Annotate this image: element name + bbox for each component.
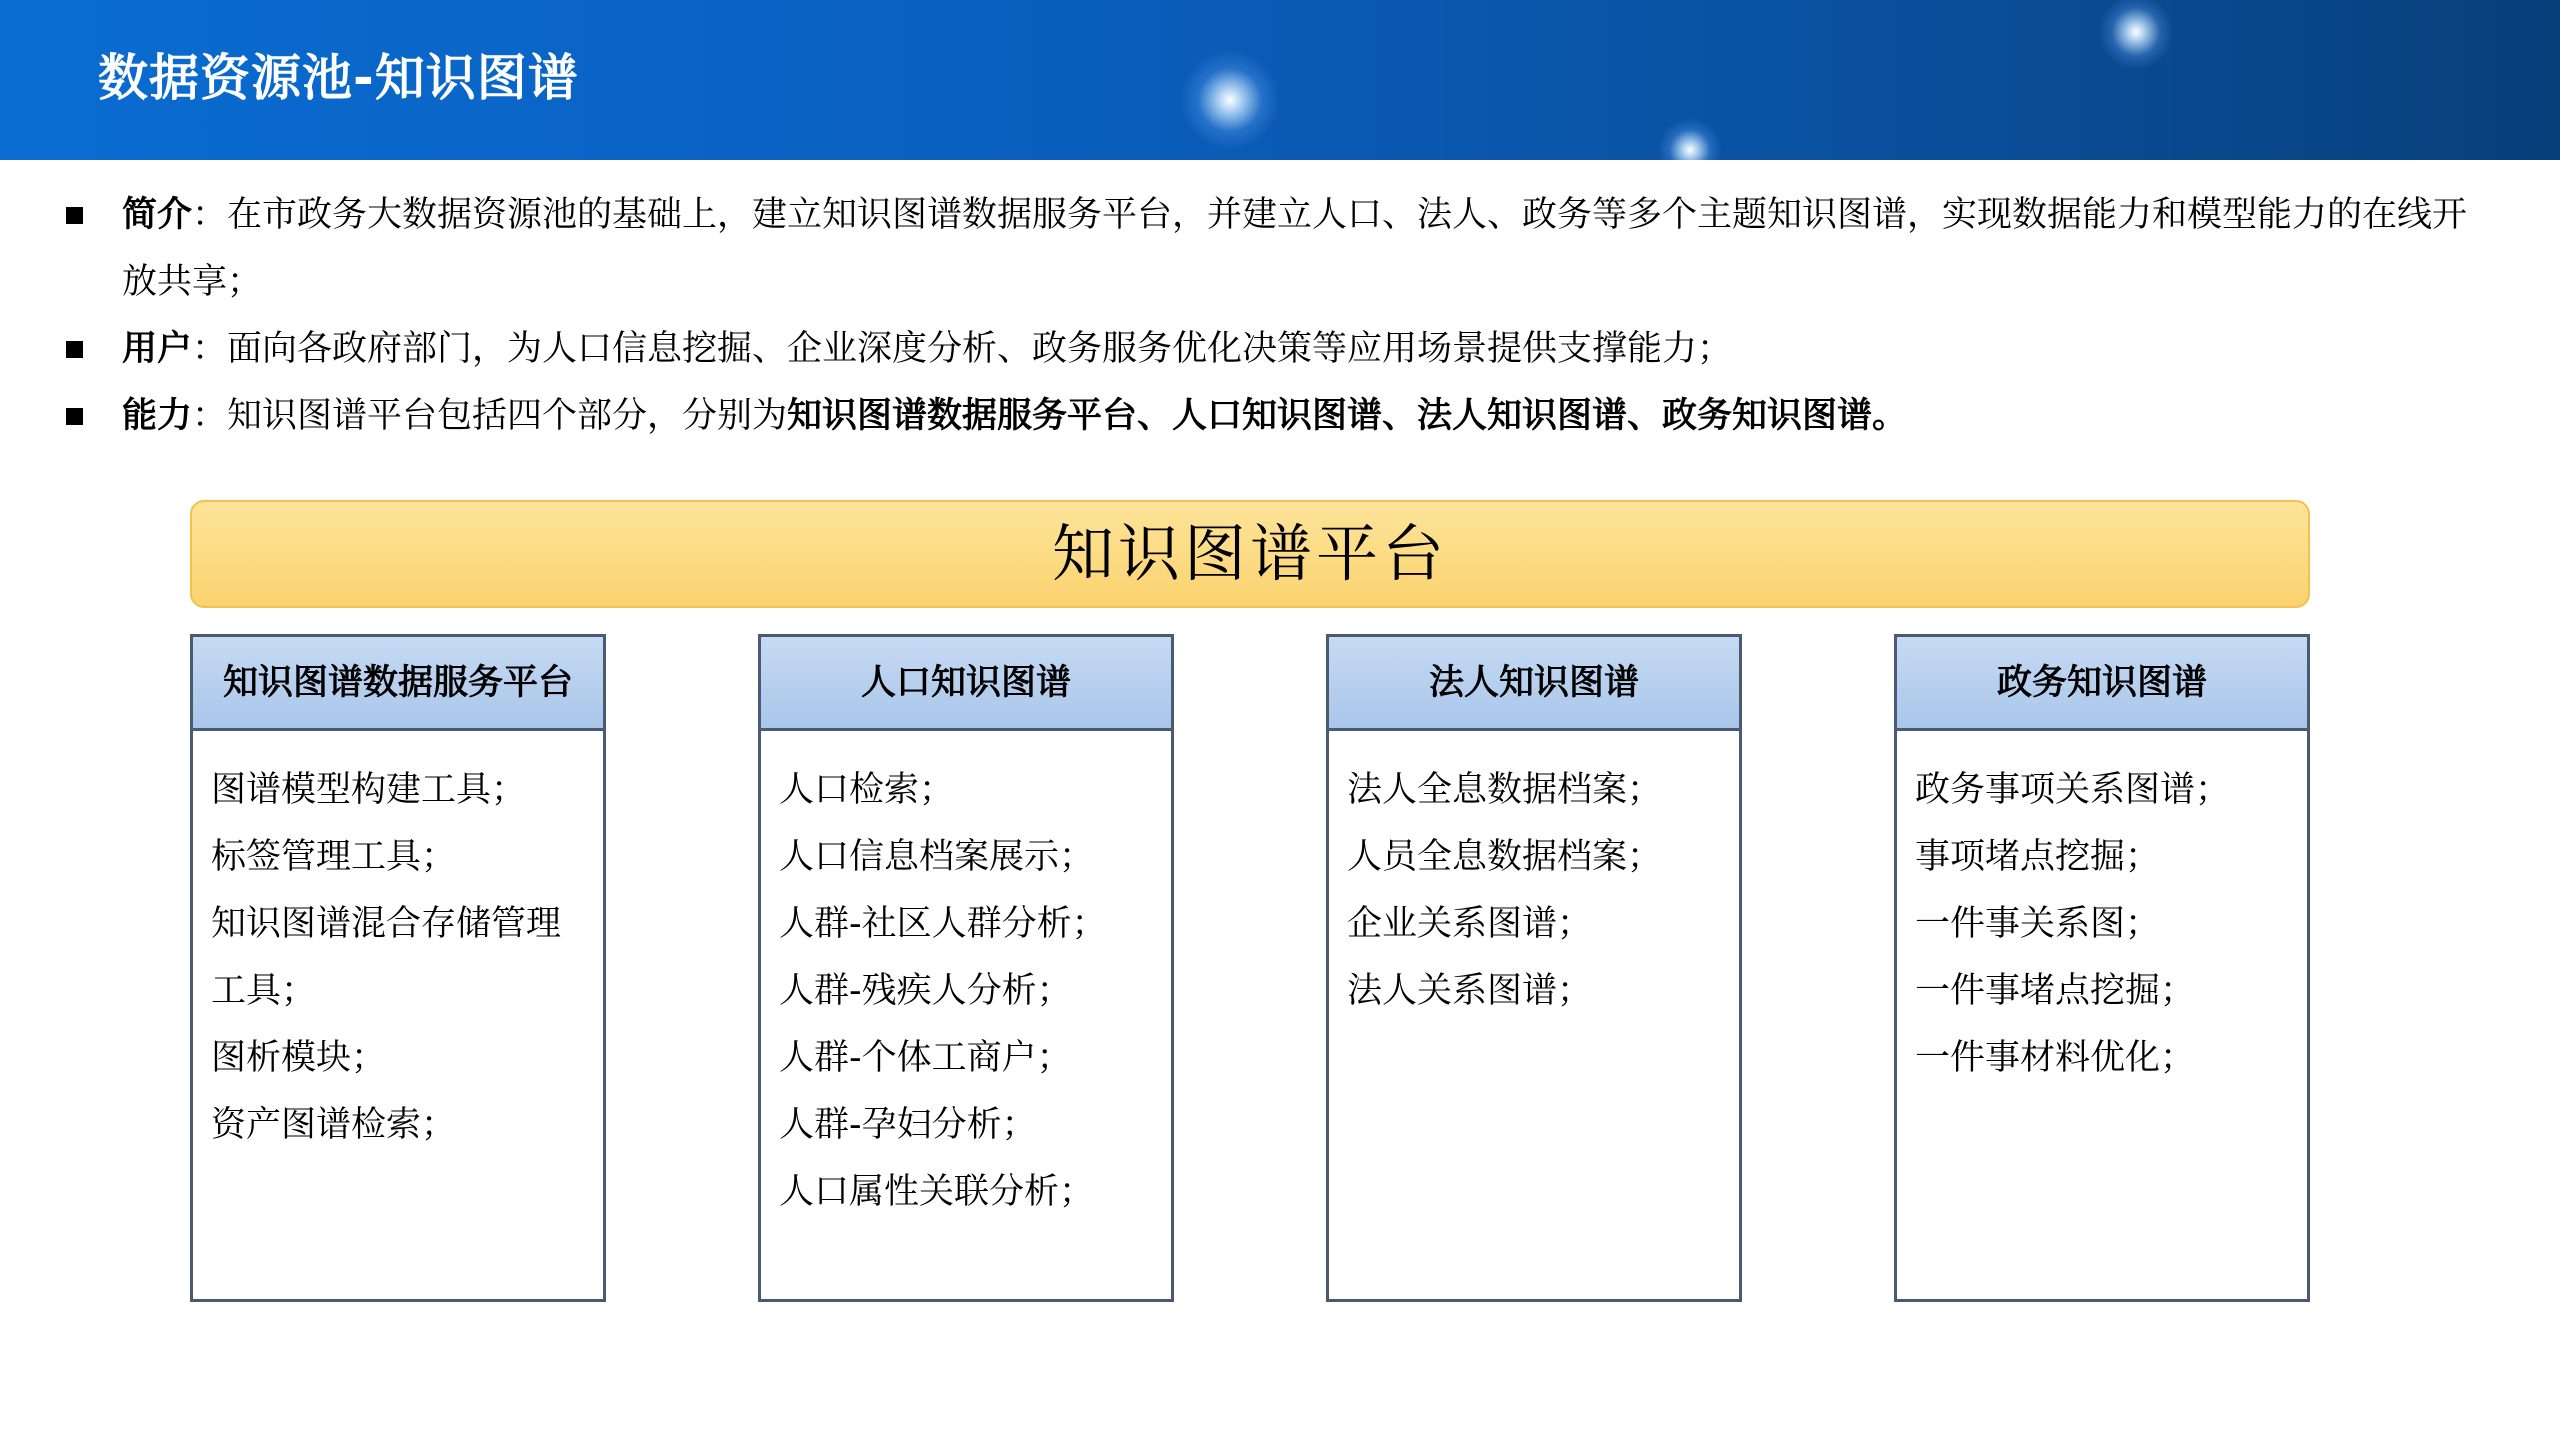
list-item: 人员全息数据档案； [1347, 837, 1663, 877]
bullet-label: 能力 [122, 396, 193, 436]
platform-title-banner: 知识图谱平台 [190, 500, 2310, 608]
page-title: 数据资源池-知识图谱 [98, 49, 579, 107]
list-item: 人口属性关联分析； [779, 1172, 1095, 1212]
column-title: 法人知识图谱 [1329, 637, 1739, 731]
column-card-data-service-platform [190, 634, 606, 1302]
square-bullet-icon [66, 408, 83, 425]
column-title: 知识图谱数据服务平台 [193, 637, 603, 731]
header-banner [0, 0, 2560, 160]
list-item: 法人关系图谱； [1347, 971, 1593, 1011]
bullet-capability [62, 383, 2492, 450]
light-flare-decoration [1180, 50, 1280, 150]
bullet-separator: ： [192, 396, 228, 436]
column-title: 政务知识图谱 [1897, 637, 2307, 731]
list-item: 人口检索； [779, 770, 955, 810]
column-card-population-graph [758, 634, 1174, 1302]
list-item: 人群-个体工商户； [779, 1038, 1072, 1078]
bullet-text: 知识图谱平台包括四个部分，分别为 [227, 396, 788, 436]
list-item: 图谱模型构建工具； [211, 770, 527, 810]
bullet-text: 面向各政府部门，为人口信息挖掘、企业深度分析、政务服务优化决策等应用场景提供支撑能力； [227, 329, 1733, 369]
list-item: 法人全息数据档案； [1347, 770, 1663, 810]
list-item: 企业关系图谱； [1347, 904, 1593, 944]
column-item-list [1897, 731, 2307, 1092]
list-item: 事项堵点挖掘； [1915, 837, 2161, 877]
bullet-bold-text: 知识图谱数据服务平台、人口知识图谱、法人知识图谱、政务知识图谱。 [787, 396, 1908, 436]
bullet-separator: ： [192, 329, 228, 369]
list-item: 人群-孕妇分析； [779, 1105, 1037, 1145]
list-item: 人口信息档案展示； [779, 837, 1095, 877]
list-item: 一件事堵点挖掘； [1915, 971, 2196, 1011]
light-flare-decoration [2098, 0, 2174, 70]
square-bullet-icon [66, 207, 83, 224]
list-item: 一件事关系图； [1915, 904, 2161, 944]
list-item: 人群-残疾人分析； [779, 971, 1072, 1011]
square-bullet-icon [66, 341, 83, 358]
bullet-label: 用户 [122, 329, 193, 369]
bullet-text: 在市政务大数据资源池的基础上，建立知识图谱数据服务平台，并建立人口、法人、政务等多个主题知识图谱，实现数据能力和模型能力的在线开放共享； [122, 195, 2468, 302]
list-item: 政务事项关系图谱； [1915, 770, 2231, 810]
column-title: 人口知识图谱 [761, 637, 1171, 731]
list-item: 一件事材料优化； [1915, 1038, 2196, 1078]
light-flare-decoration [1658, 118, 1722, 160]
column-card-legal-entity-graph [1326, 634, 1742, 1302]
bullet-intro [62, 182, 2492, 316]
list-item: 图析模块； [211, 1038, 387, 1078]
bullet-users [62, 316, 2492, 383]
list-item: 资产图谱检索； [211, 1105, 457, 1145]
column-item-list [1329, 731, 1739, 1025]
list-item: 人群-社区人群分析； [779, 904, 1107, 944]
column-item-list [761, 731, 1171, 1226]
bullet-label: 简介 [122, 195, 193, 235]
intro-bullet-list [62, 182, 2492, 450]
column-card-government-affairs-graph [1894, 634, 2310, 1302]
bullet-separator: ： [192, 195, 228, 235]
list-item: 知识图谱混合存储管理工具； [211, 904, 562, 1011]
list-item: 标签管理工具； [211, 837, 457, 877]
column-item-list [193, 731, 603, 1159]
